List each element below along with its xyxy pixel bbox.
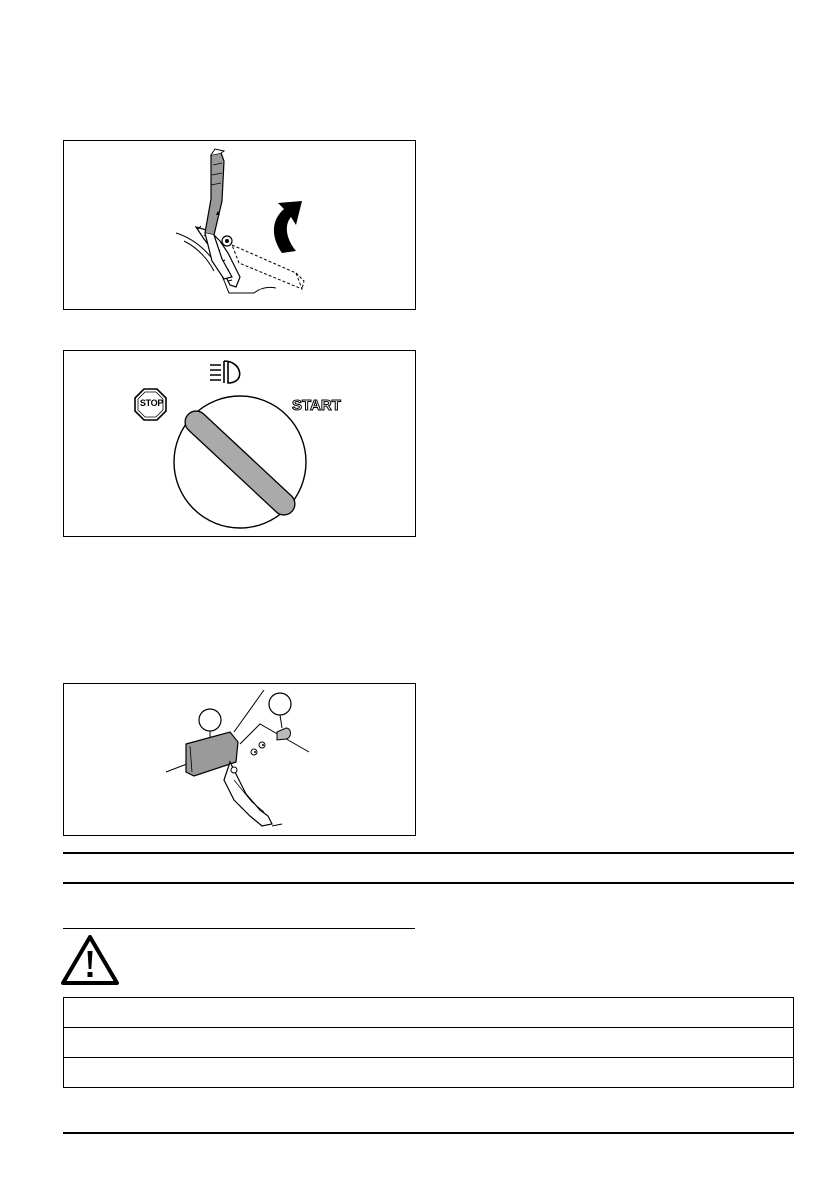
ignition-switch-figure [63,350,416,537]
pedal-figure [63,683,416,836]
callout-1 [199,709,221,731]
section-divider [63,882,794,884]
heading-underline [63,928,415,929]
start-label: START [292,397,341,414]
table-cell [64,1028,794,1058]
section-divider-top [63,852,794,854]
headlight-icon [210,361,240,383]
table-row [64,998,794,1028]
curved-arrow-icon [274,201,302,253]
table-row [64,1028,794,1058]
table-row [64,1058,794,1088]
table-cell [64,1058,794,1088]
stop-label: STOP [139,398,164,408]
ignition-switch-illustration [64,351,417,538]
warning-triangle-icon [60,934,120,986]
pedal-illustration [64,684,417,837]
table-cell [64,998,794,1028]
warning-table [63,997,794,1088]
callout-2 [269,693,291,715]
parking-brake-illustration [64,141,417,311]
footer-divider [63,1132,794,1134]
parking-brake-figure [63,140,416,310]
